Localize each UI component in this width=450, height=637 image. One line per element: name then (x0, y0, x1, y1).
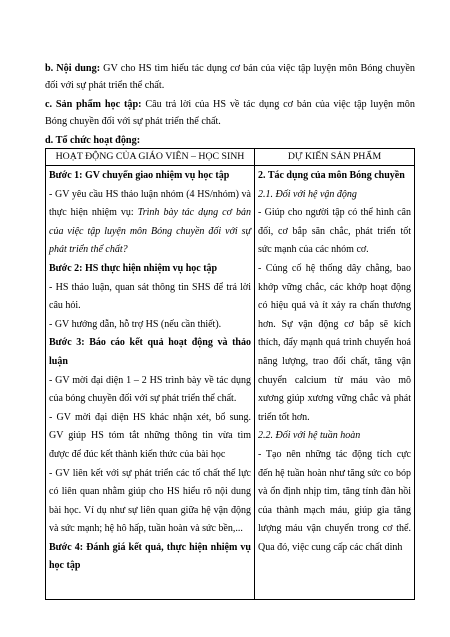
to-chuc-label: d. Tổ chức hoạt động: (45, 135, 141, 146)
step2-text2: - GV hướng dẫn, hỗ trợ HS (nếu cần thiết). (49, 318, 222, 330)
sub1-text2: - Củng cố hệ thống dây chằng, bao khớp vững chắc, các khớp hoạt động có hiệu quả và ít xảy ra chấn thương hơn. Sự vận động cơ bắp sẽ kích thích, đẩy mạnh quá trình chuyển hoá năng lượng, trao đổi chất, tăng vận chuyển calcium từ máu vào mô xương giúp xương vững chắc và phát triển tốt hơn. (258, 262, 411, 423)
noi-dung-text: GV cho HS tìm hiểu tác dụng cơ bản của việc tập luyện môn Bóng chuyền đối với sự phát triển thể chất. (45, 63, 415, 92)
san-pham-text: Câu trả lời của HS về tác dụng cơ bản của việc tập luyện môn Bóng chuyền đối với sự phát triển thể chất. (45, 99, 415, 128)
table-header-row (46, 149, 415, 166)
step1-title: Bước 1: GV chuyển giao nhiệm vụ học tập (49, 170, 230, 181)
step3-title: Bước 3: Báo cáo kết quả hoạt động và thảo luận (49, 337, 251, 367)
noi-dung-label: b. Nội dung: (45, 63, 101, 74)
san-pham-label: c. Sản phẩm học tập: (45, 99, 142, 110)
intro-section (45, 60, 415, 151)
to-chuc-paragraph (45, 132, 415, 149)
left-cell (46, 166, 255, 600)
sub2-text: - Tạo nên những tác động tích cực đến hệ tuần hoàn như tăng sức co bóp và ổn định nhịp tim, tăng tính đàn hồi của thành mạch máu, giúp gia tăng lượng máu vận chuyển trong cơ thể. Qua đó, việc cung cấp các chất dinh (258, 448, 411, 553)
step3-text3: - GV liên kết với sự phát triển các tố chất thể lực có liên quan nhằm giúp cho HS hiểu rõ nội dung bài học. Ví dụ như sự liên quan giữa hệ vận động và sức mạnh; hệ hô hấp, tuần hoàn và sức bền,... (49, 467, 251, 535)
sub1-text1: - Giúp cho người tập có thể hình cân đối, cơ bắp săn chắc, phát triển tốt sức mạnh của các nhóm cơ. (258, 207, 411, 256)
step4-title: Bước 4: Đánh giá kết quả, thực hiện nhiệm vụ học tập (49, 541, 251, 572)
step2-title: Bước 2: HS thực hiện nhiệm vụ học tập (49, 262, 218, 274)
section-title: 2. Tác dụng của môn Bóng chuyền (258, 170, 405, 181)
sub1-title: 2.1. Đối với hệ vận động (258, 188, 357, 200)
sub2-title: 2.2. Đối với hệ tuần hoàn (258, 430, 361, 442)
step1-paragraph (49, 186, 251, 260)
table-body-row (46, 166, 415, 600)
header-teacher-student: HOẠT ĐỘNG CỦA GIÁO VIÊN – HỌC SINH (46, 149, 255, 166)
step3-text2: - GV mời đại diện HS khác nhận xét, bổ sung. GV giúp HS tóm tắt những thông tin vừa tìm được để đúc kết thành kiến thức của bài học (49, 411, 251, 460)
activity-table (45, 148, 415, 600)
step3-text1: - GV mời đại diện 1 – 2 HS trình bày về tác dụng của bóng chuyền đối với sự phát triển thể chất. (49, 374, 251, 405)
noi-dung-paragraph (45, 60, 415, 94)
step2-text1: - HS thảo luận, quan sát thông tin SHS để trả lời câu hỏi. (49, 281, 251, 312)
step1-text: - GV yêu cầu HS thảo luận nhóm (4 HS/nhóm) và thực hiện nhiệm vụ: (49, 188, 251, 219)
san-pham-paragraph (45, 96, 415, 130)
right-cell (255, 166, 415, 600)
header-expected-product: DỰ KIẾN SẢN PHẨM (255, 149, 415, 166)
step1-task: Trình bày tác dụng cơ bản của việc tập luyện môn Bóng chuyền đối với sự phát triển thể chất? (49, 207, 251, 256)
